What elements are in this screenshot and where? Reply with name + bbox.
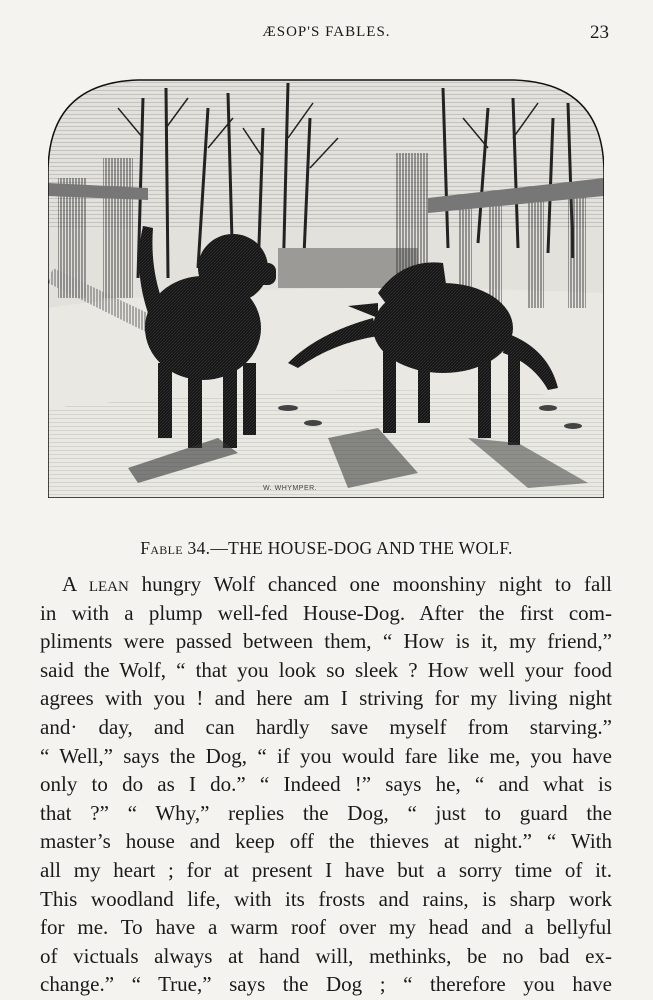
text-line: “ Well,” says the Dog, “ if you would fare like me, you have [40,743,612,768]
opening-rest: hungry Wolf chanced one moonshiny night to fall [128,572,613,596]
text-line: all my heart ; for at present I have but a sorry time of it. [40,857,612,882]
fable-illustration [48,78,604,498]
text-line: in with a plump well-fed House-Dog. After the first com- [40,600,612,625]
text-line: and· day, and can hardly save myself from starving.” [40,714,612,739]
fable-title: —THE HOUSE-DOG AND THE WOLF. [210,538,513,558]
fable-body [40,570,612,999]
fable-label: Fable 34. [140,538,211,558]
text-line: that ?” “ Why,” replies the Dog, “ just to guard the [40,800,612,825]
running-title: ÆSOP'S FABLES. [262,24,391,40]
engraving-scene [48,78,604,498]
text-line: This woodland life, with its frosts and rains, is sharp work [40,886,612,911]
opening-smallcaps: A lean [62,572,129,596]
fable-heading [0,538,653,559]
text-line: pliments were passed between them, “ How is it, my friend,” [40,629,612,654]
text-line: master’s house and keep off the thieves at night.” “ With [40,829,612,854]
text-line: change.” “ True,” says the Dog ; “ therefore you have [40,972,612,997]
text-line: agrees with you ! and here am I striving for my living night [40,686,612,711]
text-line: said the Wolf, “ that you look so sleek ? How well your food [40,657,612,682]
text-line: of victuals always at hand will, methinks, be no bad ex- [40,943,612,968]
engraver-signature: W. WHYMPER. [263,485,318,492]
text-line: only to do as I do.” “ Indeed !” says he, “ and what is [40,772,612,797]
text-line [40,570,612,599]
text-line: for me. To have a warm roof over my head and a bellyful [40,915,612,940]
running-head [0,22,653,46]
page-number: 23 [590,22,609,43]
